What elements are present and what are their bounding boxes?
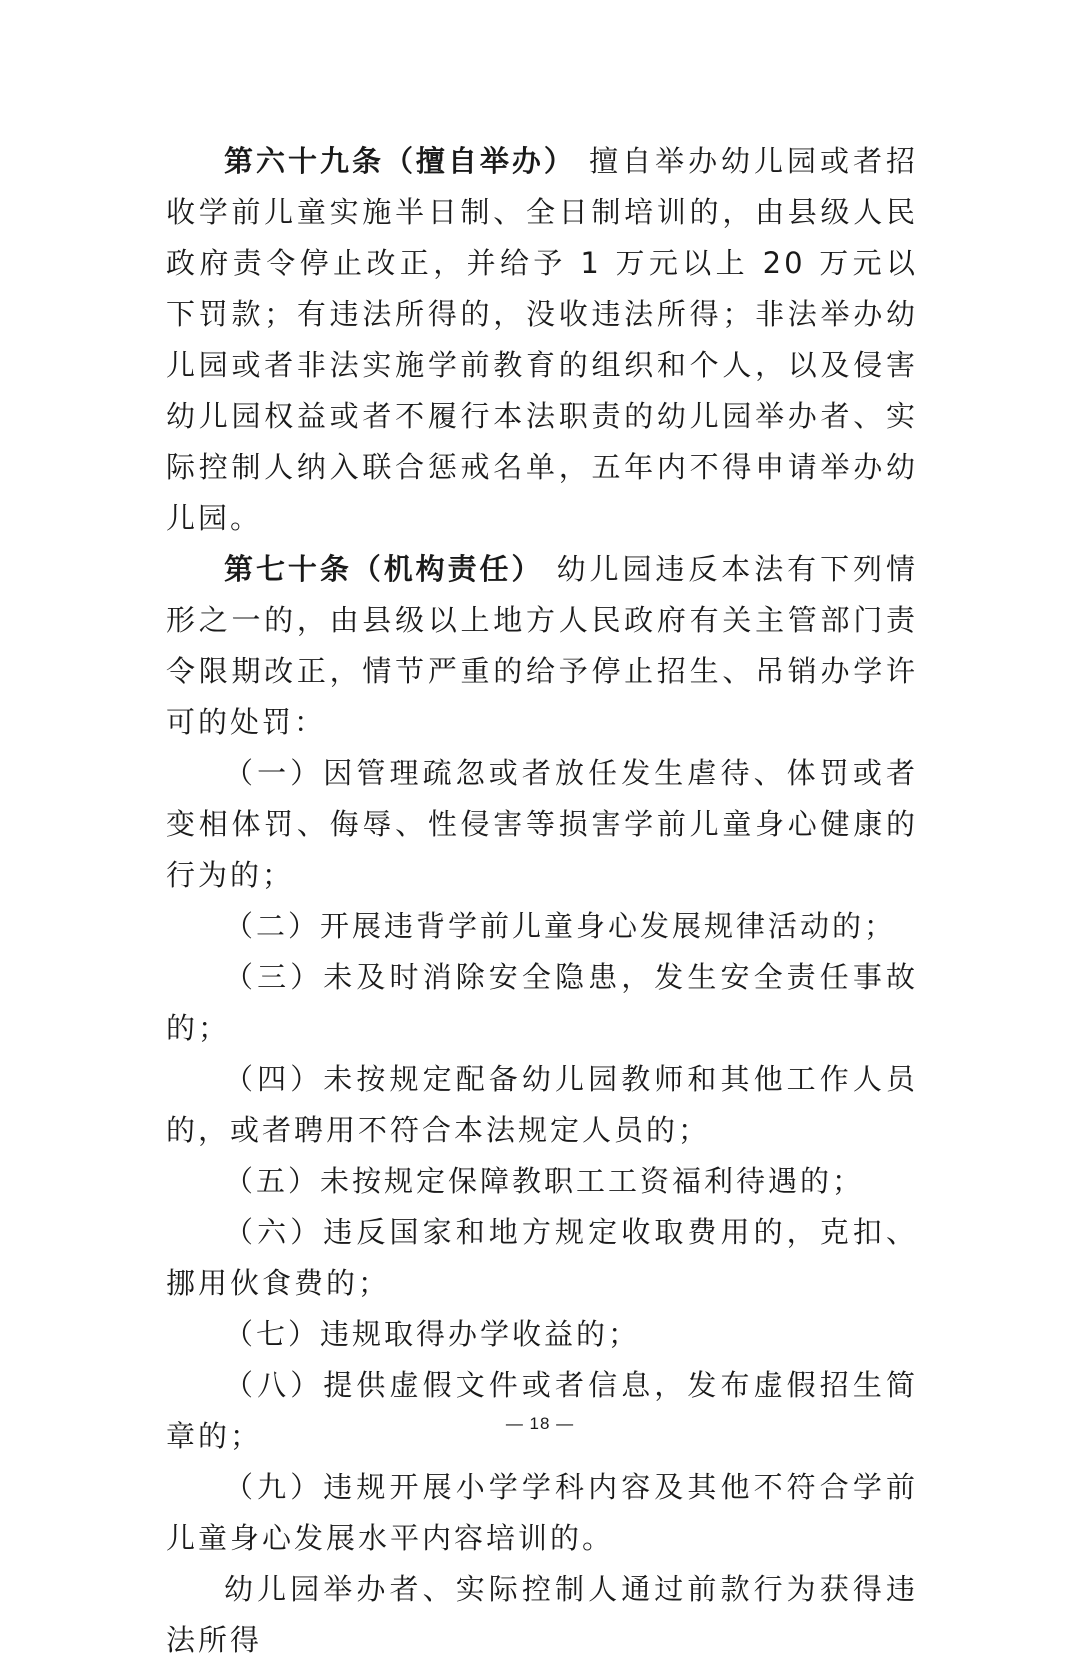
- article-70-item-3: （三）未及时消除安全隐患，发生安全责任事故的；: [166, 960, 918, 1045]
- article-70-item-2: （二）开展违背学前儿童身心发展规律活动的；: [224, 909, 897, 943]
- document-body: [166, 136, 918, 1666]
- article-69-paragraph: [166, 136, 918, 544]
- article-70-item-1: （一）因管理疏忽或者放任发生虐待、体罚或者变相体罚、侮辱、性侵害等损害学前儿童身心健康的行为的；: [166, 756, 918, 892]
- article-70-item-9: （九）违规开展小学学科内容及其他不符合学前儿童身心发展水平内容培训的。: [166, 1470, 918, 1555]
- article-70-text: 幼儿园违反本法有下列情形之一的，由县级以上地方人民政府有关主管部门责令限期改正，情节严重的给予停止招生、吊销办学许可的处罚：: [166, 552, 918, 739]
- article-69-text: 擅自举办幼儿园或者招收学前儿童实施半日制、全日制培训的，由县级人民政府责令停止改正，并给予 1 万元以上 20 万元以下罚款；有违法所得的，没收违法所得；非法举办幼儿园或者非法实施学前教育的组织和个人，以及侵害幼儿园权益或者不履行本法职责的幼儿园举办者、实际控制人纳入联合惩戒名单，五年内不得申请举办幼儿园。: [166, 144, 918, 535]
- article-70-item-7: （七）违规取得办学收益的；: [224, 1317, 641, 1351]
- article-70-item-6: （六）违反国家和地方规定收取费用的，克扣、挪用伙食费的；: [166, 1215, 918, 1300]
- article-69-heading: 第六十九条（擅自举办）: [224, 144, 576, 178]
- article-70-item-8: （八）提供虚假文件或者信息，发布虚假招生简章的；: [166, 1368, 918, 1453]
- article-70-heading: 第七十条（机构责任）: [224, 552, 544, 586]
- article-70-item-5: （五）未按规定保障教职工工资福利待遇的；: [224, 1164, 865, 1198]
- page-number: — 18 —: [505, 1414, 575, 1433]
- article-70-closing-paragraph: 幼儿园举办者、实际控制人通过前款行为获得违法所得: [166, 1572, 918, 1657]
- article-70-item-4: （四）未按规定配备幼儿园教师和其他工作人员的，或者聘用不符合本法规定人员的；: [166, 1062, 918, 1147]
- article-70-paragraph: [166, 544, 918, 748]
